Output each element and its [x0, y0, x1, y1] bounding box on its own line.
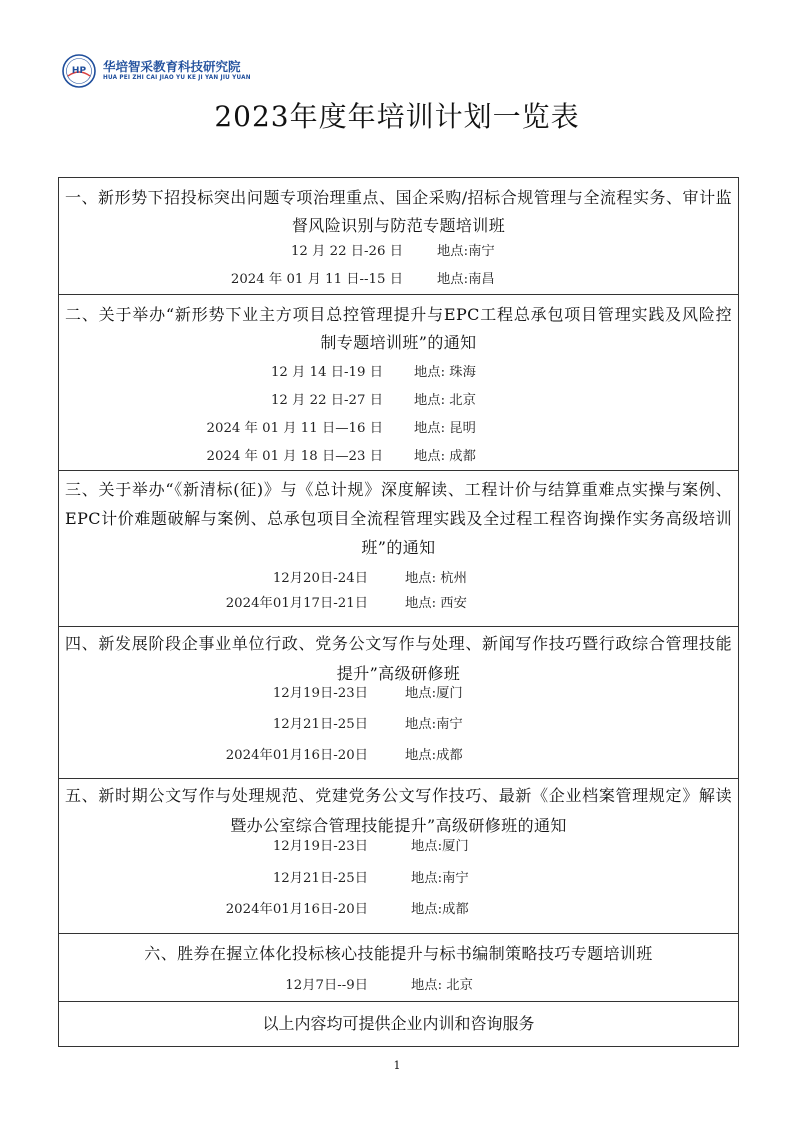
- institute-logo: [62, 53, 251, 89]
- session-location: 地点:成都: [411, 902, 469, 917]
- session-date: 2024 年 01 月 11 日—16 日: [206, 421, 383, 436]
- page-number: 1: [393, 1059, 401, 1072]
- footer-note-row: [59, 1001, 738, 1046]
- institute-name-cn: 华培智采教育科技研究院: [103, 59, 241, 74]
- page-title: 2023年度年培训计划一览表: [214, 100, 580, 133]
- emblem-text: HP: [71, 66, 87, 76]
- session-date: 12 月 14 日-19 日: [270, 365, 383, 380]
- training-section-4: [59, 626, 738, 778]
- section-heading: 六、胜券在握立体化投标核心技能提升与标书编制策略技巧专题培训班: [144, 944, 653, 963]
- session-date: 2024 年 01 月 11 日--15 日: [230, 272, 403, 287]
- institute-emblem-icon: [62, 54, 96, 88]
- session-location: 地点: 杭州: [405, 571, 467, 586]
- section-heading: 一、新形势下招投标突出问题专项治理重点、国企采购/招标合规管理与全流程实务、审计监督风险识别与防范专题培训班: [65, 188, 732, 235]
- session-location: 地点:南宁: [411, 871, 469, 886]
- session-location: 地点:成都: [405, 748, 463, 763]
- session-location: 地点: 北京: [414, 393, 476, 408]
- session-date: 12 月 22 日-27 日: [270, 393, 383, 408]
- session-date: 2024年01月16日-20日: [225, 902, 368, 917]
- section-heading: 三、关于举办“《新清标(征)》与《总计规》深度解读、工程计价与结算重难点实操与案例、EPC计价难题破解与案例、总承包项目全流程管理实践及全过程工程咨询操作实务高级培训班”的通知: [65, 480, 732, 557]
- training-section-2: [59, 294, 738, 470]
- session-date: 12月21日-25日: [272, 717, 368, 732]
- session-date: 2024年01月16日-20日: [225, 748, 368, 763]
- training-section-1: [59, 178, 738, 294]
- session-date: 2024 年 01 月 18 日—23 日: [206, 449, 383, 464]
- session-date: 12 月 22 日-26 日: [290, 244, 403, 259]
- session-location: 地点: 西安: [405, 596, 467, 611]
- session-location: 地点: 昆明: [414, 421, 476, 436]
- section-heading: 五、新时期公文写作与处理规范、党建党务公文写作技巧、最新《企业档案管理规定》解读暨办公室综合管理技能提升”高级研修班的通知: [65, 786, 732, 835]
- session-location: 地点: 成都: [414, 449, 476, 464]
- session-location: 地点:南宁: [405, 717, 463, 732]
- institute-name-en: HUA PEI ZHI CAI JIAO YU KE JI YAN JIU YUAN: [103, 75, 251, 81]
- session-location: 地点:厦门: [405, 686, 463, 701]
- section-heading: 四、新发展阶段企事业单位行政、党务公文写作与处理、新闻写作技巧暨行政综合管理技能提升”高级研修班: [65, 634, 732, 683]
- session-date: 2024年01月17日-21日: [225, 596, 368, 611]
- session-location: 地点: 珠海: [414, 365, 476, 380]
- training-section-3: [59, 470, 738, 626]
- session-date: 12月20日-24日: [272, 571, 368, 586]
- training-schedule-table: [58, 177, 739, 1047]
- training-section-6: [59, 933, 738, 1001]
- session-date: 12月21日-25日: [272, 871, 368, 886]
- session-location: 地点:南昌: [437, 272, 495, 287]
- footer-note: 以上内容均可提供企业内训和咨询服务: [262, 1014, 535, 1033]
- session-date: 12月19日-23日: [272, 839, 368, 854]
- session-location: 地点:厦门: [411, 839, 469, 854]
- session-date: 12月7日--9日: [285, 978, 368, 993]
- training-section-5: [59, 778, 738, 933]
- session-location: 地点: 北京: [411, 978, 473, 993]
- session-date: 12月19日-23日: [272, 686, 368, 701]
- session-location: 地点:南宁: [437, 244, 495, 259]
- section-heading: 二、关于举办“新形势下业主方项目总控管理提升与EPC工程总承包项目管理实践及风险控制专题培训班”的通知: [65, 305, 732, 352]
